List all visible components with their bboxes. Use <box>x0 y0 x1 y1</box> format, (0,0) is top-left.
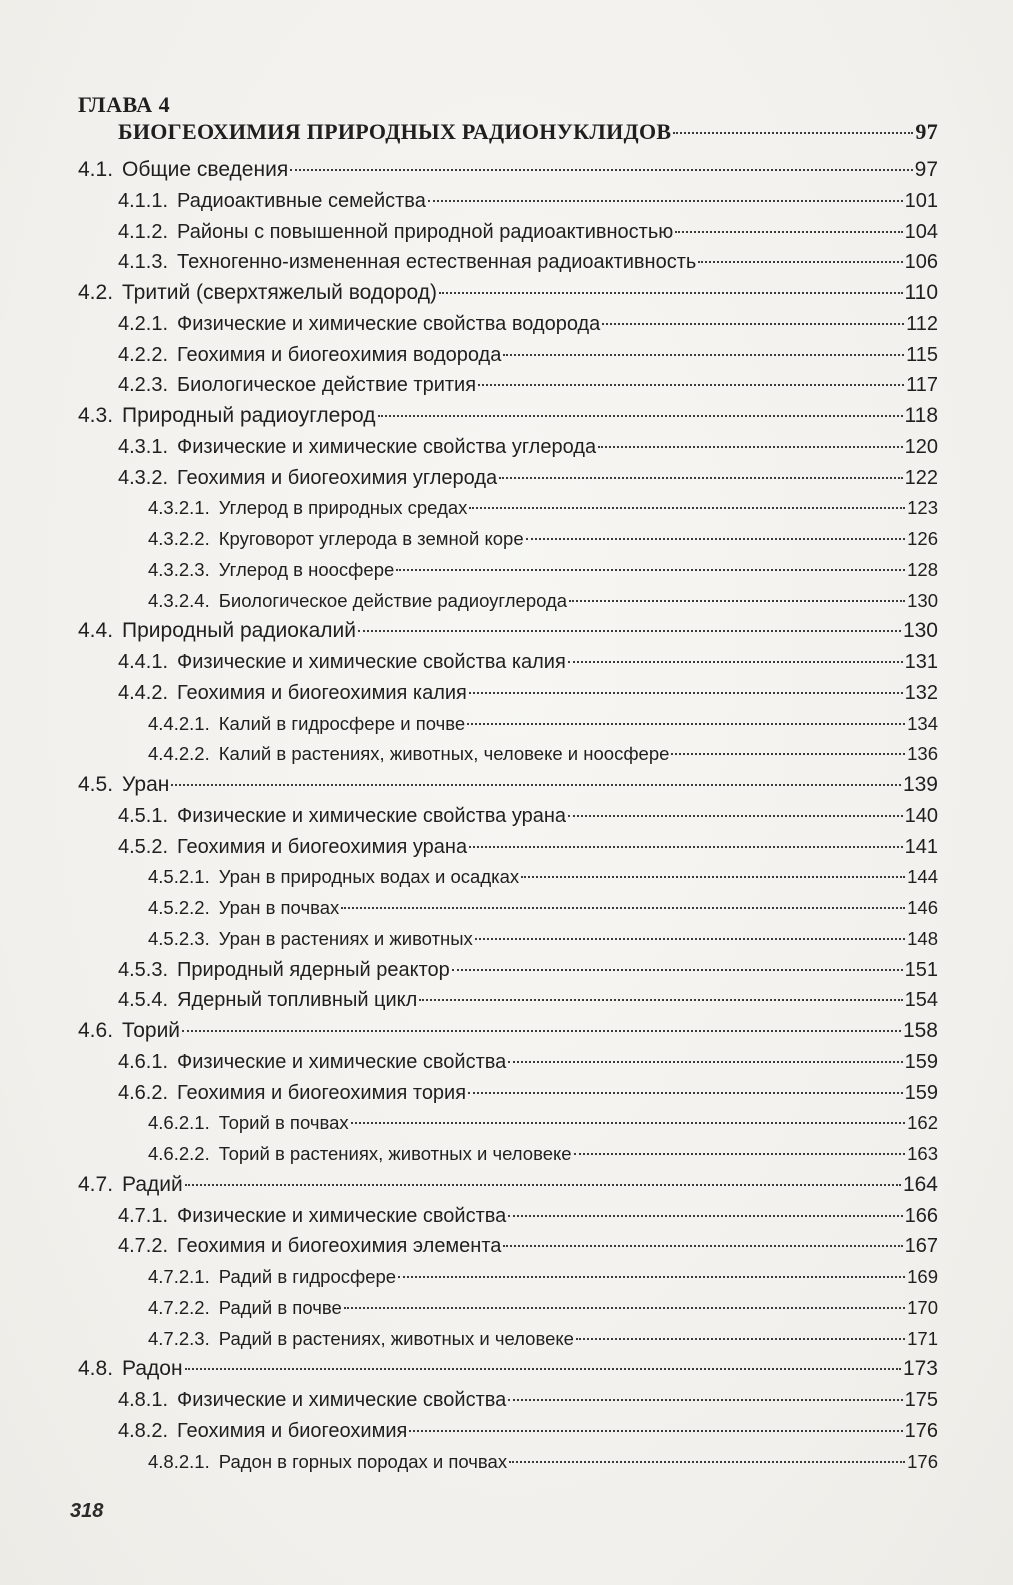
dot-leader <box>396 568 905 571</box>
chapter-page-number: 97 <box>915 119 938 144</box>
toc-entry-number: 4.5.1. <box>118 804 169 827</box>
page-number-footer: 318 <box>70 1500 104 1522</box>
toc-entry-title: Геохимия и биогеохимия элемента <box>177 1235 502 1258</box>
toc-entry-4-8-2 <box>118 1416 938 1446</box>
toc-entry-4-3-2-3 <box>148 555 938 585</box>
toc-entry-page: 159 <box>904 1081 938 1104</box>
toc-entry-page: 118 <box>904 404 938 427</box>
toc-entry-page: 128 <box>907 558 938 580</box>
chapter-title-row <box>118 117 938 147</box>
toc-entry-page: 171 <box>907 1327 938 1349</box>
toc-entry-number: 4.5.2. <box>118 835 169 858</box>
toc-entry-page: 134 <box>907 712 938 734</box>
toc-entry-page: 144 <box>907 866 938 888</box>
toc-entry-title: Физические и химические свойства <box>177 1204 507 1227</box>
toc-entry-title: Радий в почве <box>218 1296 342 1318</box>
toc-entry-page: 173 <box>902 1357 938 1381</box>
toc-entry-4-1-2 <box>118 217 938 247</box>
toc-entry-page: 106 <box>904 251 938 274</box>
toc-entry-page: 117 <box>906 374 938 397</box>
toc-entry-number: 4.3. <box>78 404 114 427</box>
toc-entry-number: 4.8.2.1. <box>148 1450 210 1472</box>
toc-entry-page: 164 <box>902 1172 938 1196</box>
toc-entry-4-2-3 <box>118 370 938 400</box>
toc-entry-4-7-2-2 <box>148 1293 938 1323</box>
toc-entry-4-6 <box>78 1016 938 1046</box>
toc-entry-number: 4.1.3. <box>118 251 169 274</box>
dot-leader <box>171 783 901 786</box>
toc-entry-4-2 <box>78 278 938 308</box>
dot-leader <box>508 1398 902 1401</box>
toc-entry-title: Физические и химические свойства <box>177 1389 507 1411</box>
dot-leader <box>508 1214 902 1217</box>
toc-entry-number: 4.2.1. <box>118 312 169 335</box>
toc-entry-title: Природный ядерный реактор <box>177 958 450 981</box>
toc-entry-page: 146 <box>907 897 938 918</box>
toc-entry-page: 101 <box>904 189 938 212</box>
toc-entry-page: 123 <box>907 497 938 519</box>
toc-entry-number: 4.2. <box>78 281 114 304</box>
toc-entry-4-8-1 <box>118 1385 938 1415</box>
toc-entry-number: 4.5.4. <box>118 989 169 1012</box>
toc-entry-number: 4.8.2. <box>118 1419 169 1442</box>
toc-entry-page: 176 <box>904 1419 938 1442</box>
dot-leader <box>452 968 903 971</box>
toc-entry-page: 110 <box>904 281 938 304</box>
toc-entry-title: Радиоактивные семейства <box>177 189 426 212</box>
toc-entry-page: 140 <box>904 804 938 827</box>
toc-entry-4-5-2-3 <box>148 924 938 954</box>
toc-entry-number: 4.8. <box>78 1357 114 1381</box>
toc-entry-title: Уран в природных водах и осадках <box>218 866 520 888</box>
chapter-title: БИОГЕОХИМИЯ ПРИРОДНЫХ РАДИОНУКЛИДОВ <box>118 119 672 144</box>
toc-entry-page: 115 <box>906 343 938 366</box>
dot-leader <box>508 1060 902 1063</box>
toc-entry-title: Радий в гидросфере <box>218 1266 397 1287</box>
toc-entry-page: 131 <box>904 651 938 673</box>
dot-leader <box>341 906 905 909</box>
toc-entry-4-7-2 <box>118 1231 938 1261</box>
toc-entry-4-8-2-1 <box>148 1447 938 1477</box>
dot-leader <box>598 445 903 448</box>
dot-leader <box>290 168 912 171</box>
toc-entry-page: 120 <box>904 435 938 458</box>
toc-entry-title: Торий <box>122 1019 181 1042</box>
dot-leader <box>398 1275 905 1278</box>
toc-entry-number: 4.4.2.2. <box>148 743 210 765</box>
toc-entry-number: 4.5.2.3. <box>148 927 210 949</box>
dot-leader <box>185 1183 901 1186</box>
dot-leader <box>419 998 902 1001</box>
toc-entry-number: 4.5.2.1. <box>148 866 210 888</box>
dot-leader <box>409 1429 902 1432</box>
toc-entry-number: 4.4. <box>78 619 114 643</box>
toc-entry-page: 132 <box>904 681 938 704</box>
dot-leader <box>602 322 904 325</box>
toc-entry-title: Калий в растениях, животных, человеке и ноосфере <box>218 743 670 765</box>
toc-entry-number: 4.5.2.2. <box>148 897 210 918</box>
toc-entry-title: Природный радиокалий <box>122 619 357 643</box>
dot-leader <box>358 629 901 632</box>
dot-leader <box>469 506 905 509</box>
toc-entry-4-5-2-1 <box>148 862 938 892</box>
toc-entry-number: 4.4.2. <box>118 681 169 704</box>
toc-entry-number: 4.8.1. <box>118 1389 169 1411</box>
dot-leader <box>428 199 903 202</box>
toc-entry-number: 4.3.2.2. <box>148 528 210 549</box>
toc-entry-4-6-2-2 <box>148 1139 938 1169</box>
toc-entry-4-5-3 <box>118 955 938 985</box>
dot-leader <box>568 814 903 817</box>
toc-entry-number: 4.7.2.1. <box>148 1266 210 1287</box>
toc-entry-page: 122 <box>904 466 938 489</box>
toc-entry-title: Геохимия и биогеохимия калия <box>177 681 467 704</box>
toc-entry-page: 166 <box>904 1204 938 1227</box>
toc-entry-title: Радон в горных породах и почвах <box>218 1450 508 1472</box>
toc-entry-number: 4.3.1. <box>118 435 169 458</box>
toc-entry-number: 4.5. <box>78 773 114 796</box>
toc-entry-page: 163 <box>907 1143 938 1164</box>
toc-entry-title: Геохимия и биогеохимия <box>177 1419 408 1442</box>
toc-entry-title: Круговорот углерода в земной коре <box>218 528 524 549</box>
toc-entry-page: 141 <box>904 835 938 858</box>
toc-entry-number: 4.6.1. <box>118 1050 169 1073</box>
toc-entry-title: Уран в почвах <box>218 897 340 918</box>
toc-entry-4-6-2 <box>118 1078 938 1108</box>
toc-entry-title: Физические и химические свойства калия <box>177 651 566 673</box>
toc-entry-page: 151 <box>904 958 938 981</box>
toc-entry-title: Биологическое действие радиоуглерода <box>218 589 568 611</box>
toc-entry-4-3-2-2 <box>148 524 938 554</box>
toc-entry-title: Торий в растениях, животных и человеке <box>218 1143 572 1164</box>
toc-entry-number: 4.7. <box>78 1172 114 1196</box>
toc-entry-number: 4.7.1. <box>118 1204 169 1227</box>
toc-entry-title: Природный радиоуглерод <box>122 404 376 427</box>
toc-entry-number: 4.5.3. <box>118 958 169 981</box>
toc-entry-number: 4.1. <box>78 158 114 181</box>
toc-entry-title: Физические и химические свойства <box>177 1050 507 1073</box>
dot-leader <box>569 599 905 602</box>
toc-entry-page: 169 <box>907 1266 938 1287</box>
toc-entry-4-5-2 <box>118 832 938 862</box>
dot-leader <box>521 875 905 878</box>
toc-entry-page: 130 <box>902 619 938 643</box>
toc-entry-title: Углерод в природных средах <box>218 497 468 519</box>
toc-entry-number: 4.7.2.3. <box>148 1327 210 1349</box>
toc-entry-number: 4.3.2. <box>118 466 169 489</box>
toc-entry-number: 4.7.2. <box>118 1235 169 1258</box>
dot-leader <box>509 1460 905 1463</box>
toc-entry-4-2-2 <box>118 340 938 370</box>
toc-entry-number: 4.6.2. <box>118 1081 169 1104</box>
toc-entry-number: 4.2.2. <box>118 343 169 366</box>
toc-entry-title: Геохимия и биогеохимия углерода <box>177 466 498 489</box>
toc-entry-page: 158 <box>902 1019 938 1042</box>
toc-entry-4-1-1 <box>118 186 938 216</box>
toc-entry-4-4-2-2 <box>148 739 938 769</box>
toc-entry-4-5 <box>78 770 938 800</box>
toc-entry-title: Геохимия и биогеохимия тория <box>177 1081 467 1104</box>
toc-entry-title: Геохимия и биогеохимия водорода <box>177 343 502 366</box>
toc-entry-page: 112 <box>906 312 938 335</box>
toc-entry-title: Районы с повышенной природной радиоактивностью <box>177 220 674 243</box>
toc-entry-4-6-2-1 <box>148 1108 938 1138</box>
toc-entry-4-5-4 <box>118 985 938 1015</box>
toc-entry-title: Физические и химические свойства урана <box>177 804 567 827</box>
toc-entry-number: 4.3.2.3. <box>148 558 210 580</box>
toc-entry-title: Общие сведения <box>122 158 289 181</box>
toc-entry-number: 4.6.2.1. <box>148 1112 210 1134</box>
toc-entry-4-7 <box>78 1170 938 1200</box>
dot-leader <box>475 937 905 940</box>
dot-leader <box>467 722 905 725</box>
dot-leader <box>576 1337 905 1340</box>
dot-leader <box>673 131 913 134</box>
toc-entry-4-8 <box>78 1354 938 1384</box>
toc-entry-title: Техногенно-измененная естественная радиоактивность <box>177 251 697 274</box>
dot-leader <box>378 414 903 417</box>
toc-entry-title: Физические и химические свойства водорода <box>177 312 601 335</box>
toc-entry-number: 4.3.2.4. <box>148 589 210 611</box>
dot-leader <box>503 353 904 356</box>
dot-leader <box>503 1244 902 1247</box>
toc-entry-page: 176 <box>907 1450 938 1472</box>
toc-entry-number: 4.6. <box>78 1019 114 1042</box>
toc-entry-title: Радий <box>122 1172 183 1196</box>
toc-entry-page: 148 <box>907 927 938 949</box>
toc-entry-4-4 <box>78 616 938 646</box>
toc-entry-title: Биологическое действие трития <box>177 374 477 397</box>
toc-entry-4-7-1 <box>118 1201 938 1231</box>
toc-entry-4-2-1 <box>118 309 938 339</box>
toc-entry-number: 4.3.2.1. <box>148 497 210 519</box>
toc-entry-title: Калий в гидросфере и почве <box>218 712 466 734</box>
toc-entry-4-7-2-1 <box>148 1262 938 1292</box>
toc-entry-page: 97 <box>914 158 938 181</box>
toc-entry-title: Углерод в ноосфере <box>218 558 395 580</box>
toc-entry-page: 167 <box>904 1235 938 1258</box>
toc-entry-4-5-2-2 <box>148 893 938 923</box>
toc-entry-4-3 <box>78 401 938 431</box>
toc-entry-page: 162 <box>907 1112 938 1134</box>
dot-leader <box>698 260 902 263</box>
toc-entry-number: 4.4.1. <box>118 651 169 673</box>
toc-entry-title: Радий в растениях, животных и человеке <box>218 1327 574 1349</box>
toc-entry-title: Физические и химические свойства углерода <box>177 435 597 458</box>
dot-leader <box>526 537 906 540</box>
toc-entry-page: 104 <box>904 220 938 243</box>
dot-leader <box>574 1152 906 1155</box>
dot-leader <box>469 845 903 848</box>
toc-entry-title: Уран в растениях и животных <box>218 927 473 949</box>
toc-entry-title: Торий в почвах <box>218 1112 349 1134</box>
toc-entry-number: 4.7.2.2. <box>148 1296 210 1318</box>
toc-entry-page: 130 <box>907 589 938 611</box>
dot-leader <box>439 291 903 294</box>
toc-entry-title: Радон <box>122 1357 183 1381</box>
toc-entry-4-4-2-1 <box>148 709 938 739</box>
toc-entry-number: 4.4.2.1. <box>148 712 210 734</box>
toc-entry-number: 4.6.2.2. <box>148 1143 210 1164</box>
toc-entry-number: 4.2.3. <box>118 374 169 397</box>
toc-entry-title: Тритий (сверхтяжелый водород) <box>122 281 437 304</box>
toc-entry-number: 4.1.1. <box>118 189 169 212</box>
toc-entry-title: Уран <box>122 773 170 796</box>
dot-leader <box>344 1306 905 1309</box>
dot-leader <box>185 1367 901 1370</box>
toc-entry-4-3-1 <box>118 432 938 462</box>
toc-entry-page: 126 <box>907 528 938 549</box>
toc-entry-title: Геохимия и биогеохимия урана <box>177 835 468 858</box>
dot-leader <box>675 230 902 233</box>
chapter-label: ГЛАВА 4 <box>78 92 171 117</box>
toc-entry-4-3-2-1 <box>148 493 938 523</box>
dot-leader <box>499 476 903 479</box>
toc-entry-page: 159 <box>904 1050 938 1073</box>
toc-entry-page: 175 <box>904 1389 938 1411</box>
dot-leader <box>478 383 904 386</box>
toc-entry-4-7-2-3 <box>148 1324 938 1354</box>
toc-entry-4-1-3 <box>118 247 938 277</box>
dot-leader <box>468 1091 903 1094</box>
toc-entry-4-3-2-4 <box>148 586 938 616</box>
toc-entry-4-4-2 <box>118 678 938 708</box>
dot-leader <box>671 752 905 755</box>
toc-entry-page: 170 <box>907 1296 938 1318</box>
toc-entry-4-5-1 <box>118 801 938 831</box>
dot-leader <box>351 1121 905 1124</box>
dot-leader <box>469 691 903 694</box>
toc-entry-title: Ядерный топливный цикл <box>177 989 418 1012</box>
toc-entry-4-1 <box>78 155 938 185</box>
toc-entry-4-4-1 <box>118 647 938 677</box>
dot-leader <box>568 660 903 663</box>
toc-entry-page: 139 <box>902 773 938 796</box>
toc-entry-page: 136 <box>907 743 938 765</box>
toc-entry-4-6-1 <box>118 1047 938 1077</box>
toc-entry-page: 154 <box>904 989 938 1012</box>
toc-entry-4-3-2 <box>118 463 938 493</box>
toc-entry-number: 4.1.2. <box>118 220 169 243</box>
dot-leader <box>182 1029 901 1032</box>
